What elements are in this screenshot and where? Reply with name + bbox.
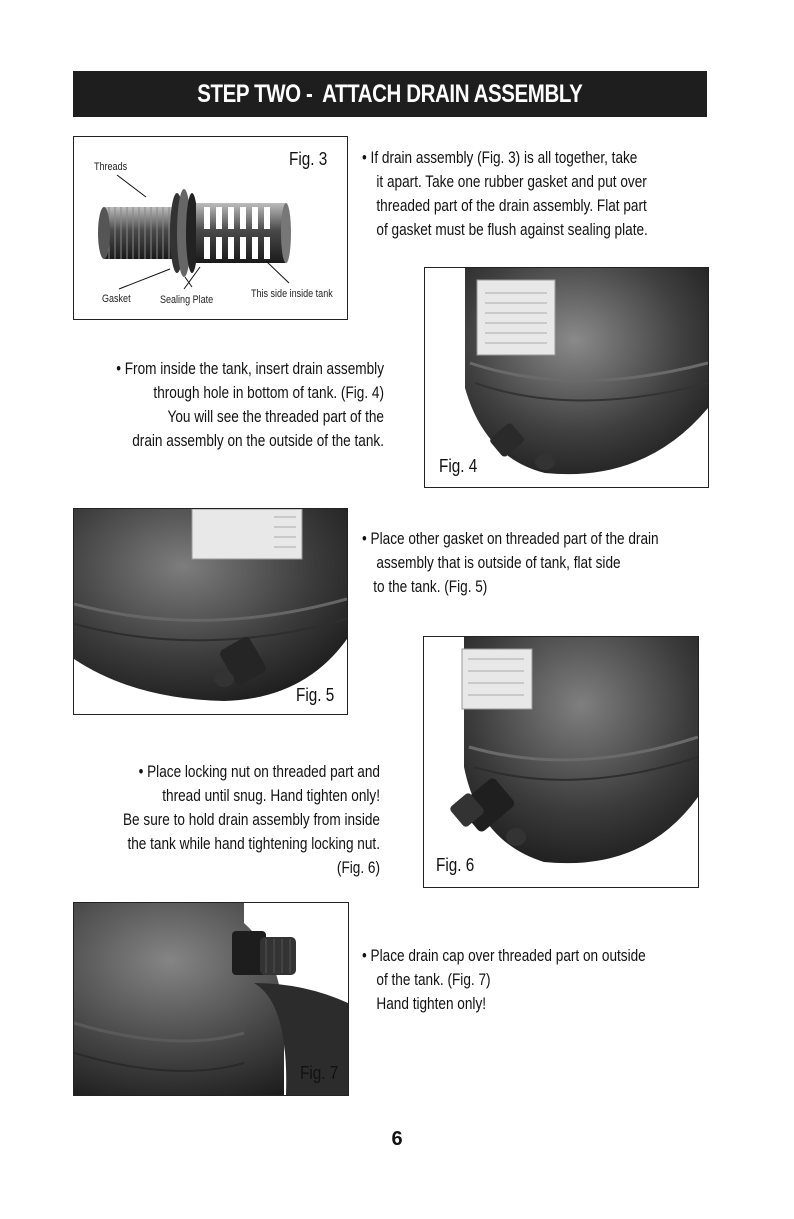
step-3-line-2: assembly that is outside of tank, flat side (376, 553, 621, 572)
step-2-line-3: You will see the threaded part of the (167, 407, 384, 426)
callout-sealing-plate: Sealing Plate (160, 294, 214, 306)
step-4-line-1: • Place locking nut on threaded part and (138, 762, 380, 781)
step-2-line-4: drain assembly on the outside of the tank. (132, 431, 384, 450)
callout-threads: Threads (94, 161, 128, 173)
tank-illustration (425, 268, 708, 487)
step-1-line-4: of gasket must be flush against sealing plate. (376, 220, 648, 239)
step-4-line-4: the tank while hand tightening locking nut. (127, 834, 381, 853)
step-3-text (362, 527, 733, 599)
step-2-line-1: • From inside the tank, insert drain assembly (116, 359, 384, 378)
tank-illustration (74, 509, 347, 714)
step-3-line-1: • Place other gasket on threaded part of the drain (362, 529, 659, 548)
step-1-line-3: threaded part of the drain assembly. Flat part (376, 196, 647, 215)
step-5-line-3: Hand tighten only! (376, 994, 487, 1013)
step-1-line-2: it apart. Take one rubber gasket and put over (376, 172, 647, 191)
step-1-text (362, 146, 719, 242)
step-3-line-3: to the tank. (Fig. 5) (373, 577, 488, 596)
figure-7-label: Fig. 7 (300, 1063, 339, 1083)
step-5-text (362, 944, 717, 1016)
step-1-line-1: • If drain assembly (Fig. 3) is all together, take (362, 148, 638, 167)
figure-7-tank (73, 902, 349, 1096)
figure-3-label: Fig. 3 (289, 149, 328, 169)
step-2-line-2: through hole in bottom of tank. (Fig. 4) (153, 383, 384, 402)
step-4-line-3: Be sure to hold drain assembly from inside (122, 810, 381, 829)
figure-6-label: Fig. 6 (436, 855, 475, 875)
tank-illustration (424, 637, 698, 887)
step-4-line-5: (Fig. 6) (336, 858, 380, 877)
section-header (73, 71, 707, 117)
figure-4-tank (424, 267, 709, 488)
figure-5-tank (73, 508, 348, 715)
figure-4-label: Fig. 4 (439, 456, 478, 476)
step-5-line-1: • Place drain cap over threaded part on outside (362, 946, 646, 965)
page-number: 6 (391, 1128, 403, 1150)
figure-5-label: Fig. 5 (296, 685, 335, 705)
step-4-text (0, 760, 380, 880)
step-2-text (4, 357, 384, 453)
figure-3-drain-assembly (73, 136, 348, 320)
figure-6-tank (423, 636, 699, 888)
callout-inside-tank: This side inside tank (251, 288, 333, 300)
step-5-line-2: of the tank. (Fig. 7) (376, 970, 491, 989)
step-4-line-2: thread until snug. Hand tighten only! (162, 786, 380, 805)
section-title: STEP TWO - ATTACH DRAIN ASSEMBLY (197, 79, 583, 108)
callout-gasket: Gasket (102, 293, 131, 305)
